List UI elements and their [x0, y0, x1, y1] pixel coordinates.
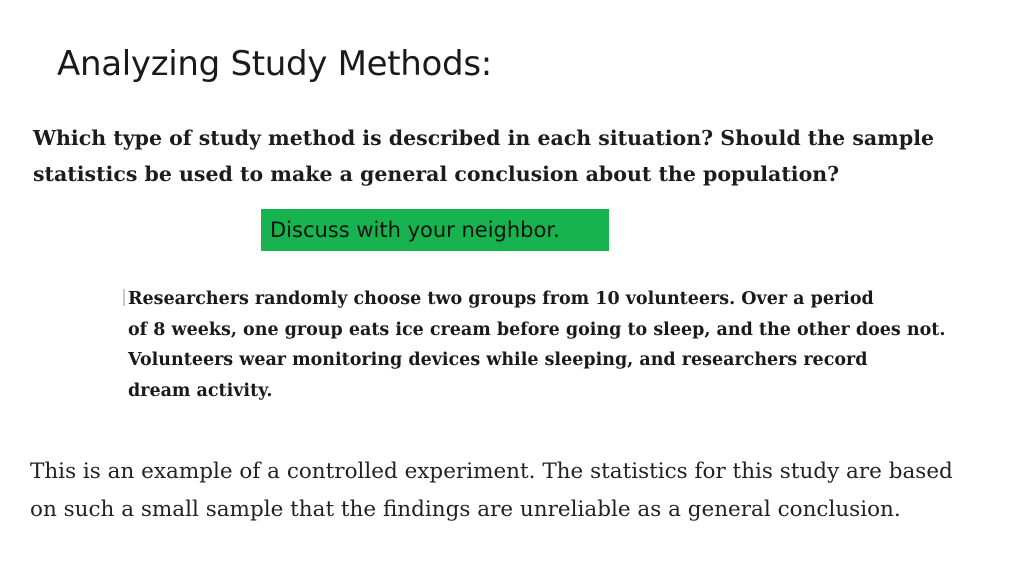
scenario-line: Researchers randomly choose two groups from 10 volunteers. Over a period — [128, 289, 874, 309]
scenario-line: of 8 weeks, one group eats ice cream before going to sleep, and the other does not. — [128, 319, 946, 340]
question-prompt-line: statistics be used to make a general conclusion about the population? — [33, 162, 840, 186]
slide-title: Analyzing Study Methods: — [57, 44, 492, 84]
answer-line: This is an example of a controlled experiment. The statistics for this study are based — [30, 459, 953, 484]
scenario-text — [128, 284, 968, 406]
scenario-line: dream activity. — [128, 380, 273, 401]
scenario-line: Volunteers wear monitoring devices while sleeping, and researchers record — [128, 350, 868, 370]
answer-text — [30, 453, 1015, 529]
scenario-marker — [123, 289, 125, 306]
question-prompt-line: Which type of study method is described in each situation? Should the sample — [33, 126, 935, 150]
answer-line: on such a small sample that the findings are unreliable as a general conclusion. — [30, 497, 901, 522]
question-prompt — [33, 120, 973, 192]
discuss-callout: Discuss with your neighbor. — [261, 209, 609, 251]
